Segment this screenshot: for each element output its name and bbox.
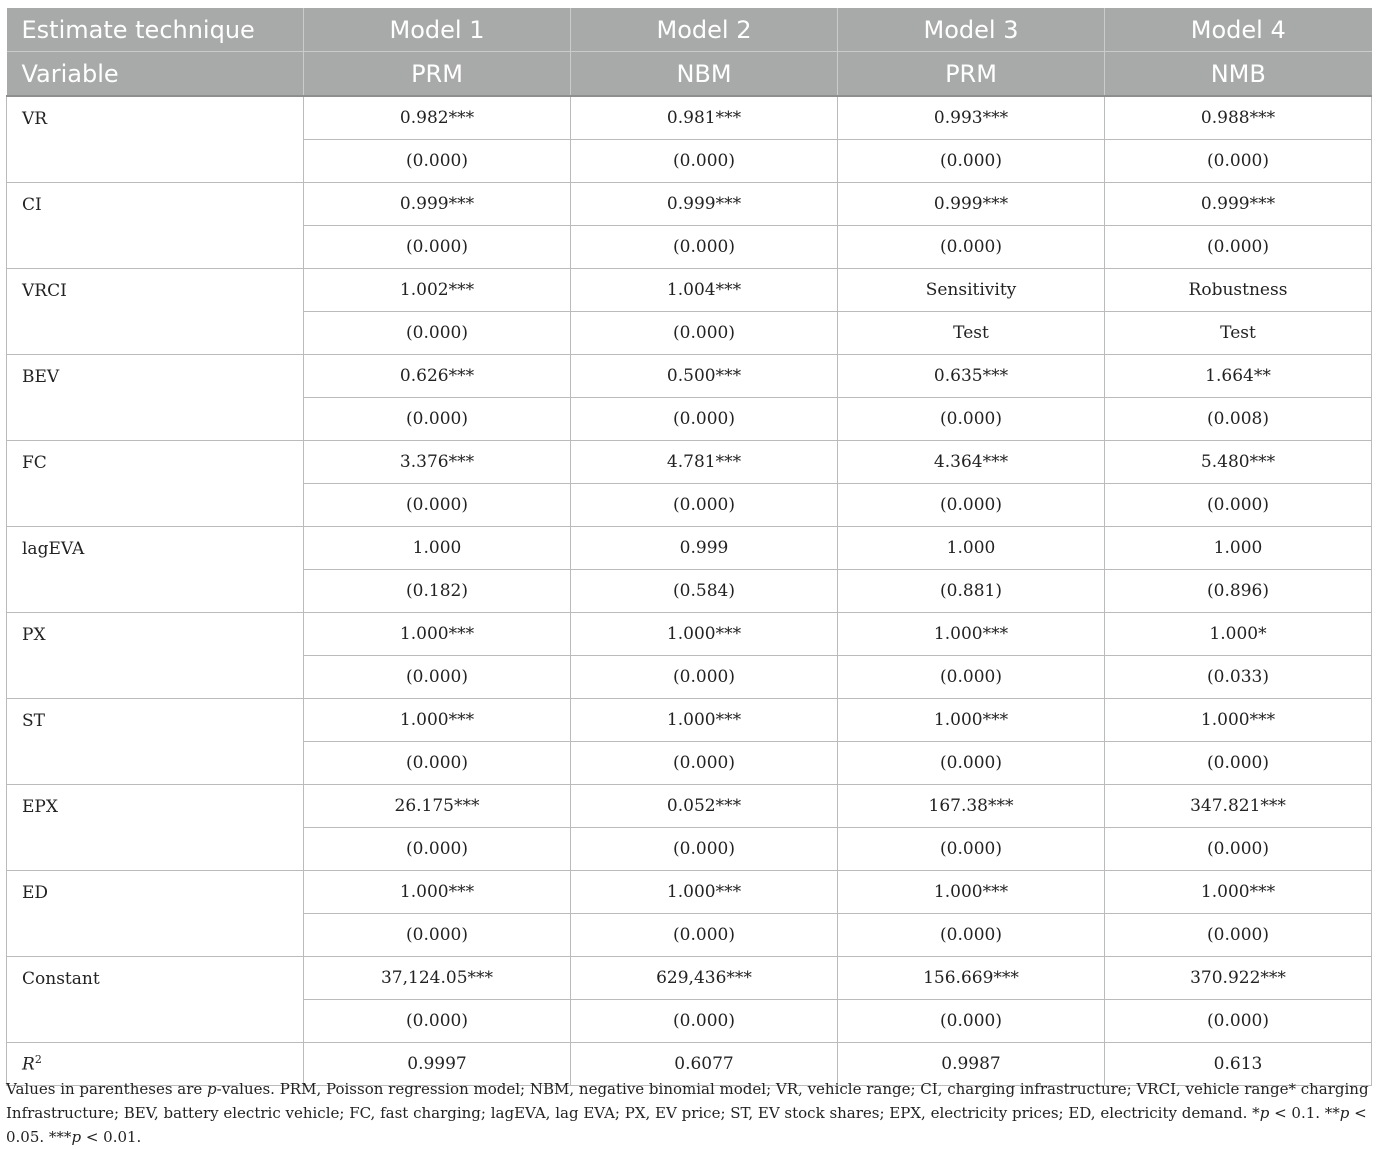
coefficient-cell: 167.38*** bbox=[838, 785, 1105, 828]
header-row-variable bbox=[7, 52, 1372, 97]
coefficient-cell: 1.000*** bbox=[838, 871, 1105, 914]
header-cell: Variable bbox=[7, 52, 304, 97]
header-cell: Model 1 bbox=[304, 8, 571, 52]
footnote-text: < 0.01. bbox=[81, 1128, 142, 1146]
coefficient-cell: 0.981*** bbox=[571, 96, 838, 140]
variable-cell: FC bbox=[7, 441, 304, 527]
footnote-text: < 0.1. ** bbox=[1269, 1104, 1340, 1122]
coefficient-cell: 1.000*** bbox=[838, 613, 1105, 656]
coefficient-cell: 0.982*** bbox=[304, 96, 571, 140]
p-value-cell: (0.000) bbox=[838, 656, 1105, 699]
coefficient-cell: 4.364*** bbox=[838, 441, 1105, 484]
table-row-coefficient bbox=[7, 183, 1372, 226]
p-value-cell: (0.000) bbox=[571, 226, 838, 269]
coefficient-cell: 156.669*** bbox=[838, 957, 1105, 1000]
p-value-cell: (0.000) bbox=[1105, 914, 1372, 957]
p-value-cell: (0.033) bbox=[1105, 656, 1372, 699]
p-value-cell: (0.000) bbox=[838, 484, 1105, 527]
p-value-cell: (0.000) bbox=[1105, 742, 1372, 785]
table-row-coefficient bbox=[7, 785, 1372, 828]
coefficient-cell: 1.000 bbox=[1105, 527, 1372, 570]
header-cell: Model 4 bbox=[1105, 8, 1372, 52]
coefficient-cell: 347.821*** bbox=[1105, 785, 1372, 828]
header-cell: NMB bbox=[1105, 52, 1372, 97]
p-value-cell: (0.000) bbox=[571, 656, 838, 699]
p-value-cell: (0.008) bbox=[1105, 398, 1372, 441]
table-body bbox=[7, 96, 1372, 1086]
p-value-cell: (0.000) bbox=[1105, 484, 1372, 527]
p-value-cell: (0.000) bbox=[304, 226, 571, 269]
header-cell: PRM bbox=[304, 52, 571, 97]
coefficient-cell: 3.376*** bbox=[304, 441, 571, 484]
regression-table-container bbox=[6, 8, 1370, 1086]
footnote-text: -values. PRM, Poisson regression model; NBM, negative binomial model; VR, vehicle range; CI, charging infrastructure; VRCI, vehicle range* charging Infrastructure; BEV, battery electric vehicle; FC, fast charging; lagEVA, lag EVA; PX, EV price; ST, EV stock shares; EPX, electricity prices; ED, electricity demand. * bbox=[6, 1080, 1369, 1122]
p-value-cell: Test bbox=[1105, 312, 1372, 355]
r-squared-cell: 0.9987 bbox=[838, 1043, 1105, 1086]
table-row-coefficient bbox=[7, 355, 1372, 398]
variable-cell: lagEVA bbox=[7, 527, 304, 613]
coefficient-cell: Sensitivity bbox=[838, 269, 1105, 312]
header-row-estimate bbox=[7, 8, 1372, 52]
variable-cell: EPX bbox=[7, 785, 304, 871]
coefficient-cell: 1.004*** bbox=[571, 269, 838, 312]
coefficient-cell: 1.000*** bbox=[571, 613, 838, 656]
footnote-text: < 0.05. *** bbox=[6, 1104, 1367, 1146]
coefficient-cell: 1.000*** bbox=[304, 699, 571, 742]
p-value-cell: (0.896) bbox=[1105, 570, 1372, 613]
p-value-cell: (0.000) bbox=[571, 828, 838, 871]
footnote-italic-p: p bbox=[207, 1080, 217, 1098]
coefficient-cell: 37,124.05*** bbox=[304, 957, 571, 1000]
coefficient-cell: 1.002*** bbox=[304, 269, 571, 312]
footnote-italic-p: p bbox=[1259, 1104, 1270, 1122]
coefficient-cell: 1.000 bbox=[304, 527, 571, 570]
p-value-cell: (0.000) bbox=[304, 398, 571, 441]
p-value-cell: (0.000) bbox=[1105, 140, 1372, 183]
header-cell: Model 2 bbox=[571, 8, 838, 52]
coefficient-cell: 26.175*** bbox=[304, 785, 571, 828]
variable-cell: ST bbox=[7, 699, 304, 785]
r-squared-cell: 0.9997 bbox=[304, 1043, 571, 1086]
p-value-cell: (0.000) bbox=[571, 312, 838, 355]
coefficient-cell: 1.664** bbox=[1105, 355, 1372, 398]
coefficient-cell: 0.626*** bbox=[304, 355, 571, 398]
regression-results-table bbox=[6, 8, 1372, 1086]
p-value-cell: (0.000) bbox=[304, 742, 571, 785]
coefficient-cell: 1.000 bbox=[838, 527, 1105, 570]
coefficient-cell: 0.999*** bbox=[304, 183, 571, 226]
p-value-cell: (0.000) bbox=[304, 140, 571, 183]
p-value-cell: (0.000) bbox=[571, 742, 838, 785]
footnote-text: Values in parentheses are bbox=[6, 1080, 208, 1098]
p-value-cell: (0.000) bbox=[304, 484, 571, 527]
variable-cell: PX bbox=[7, 613, 304, 699]
variable-cell: Constant bbox=[7, 957, 304, 1043]
coefficient-cell: 0.993*** bbox=[838, 96, 1105, 140]
table-row-coefficient bbox=[7, 871, 1372, 914]
variable-cell: VRCI bbox=[7, 269, 304, 355]
coefficient-cell: 4.781*** bbox=[571, 441, 838, 484]
p-value-cell: (0.000) bbox=[838, 398, 1105, 441]
table-header bbox=[7, 8, 1372, 96]
table-row-coefficient bbox=[7, 269, 1372, 312]
p-value-cell: (0.000) bbox=[838, 914, 1105, 957]
footnote-italic-p: p bbox=[71, 1128, 82, 1146]
p-value-cell: (0.000) bbox=[571, 1000, 838, 1043]
p-value-cell: (0.000) bbox=[304, 656, 571, 699]
coefficient-cell: 1.000* bbox=[1105, 613, 1372, 656]
p-value-cell: (0.000) bbox=[838, 140, 1105, 183]
coefficient-cell: 0.999*** bbox=[838, 183, 1105, 226]
coefficient-cell: 0.635*** bbox=[838, 355, 1105, 398]
p-value-cell: (0.000) bbox=[838, 828, 1105, 871]
coefficient-cell: 0.500*** bbox=[571, 355, 838, 398]
p-value-cell: (0.000) bbox=[304, 828, 571, 871]
p-value-cell: (0.000) bbox=[571, 398, 838, 441]
p-value-cell: (0.000) bbox=[304, 312, 571, 355]
p-value-cell: Test bbox=[838, 312, 1105, 355]
p-value-cell: (0.000) bbox=[304, 914, 571, 957]
p-value-cell: (0.000) bbox=[838, 226, 1105, 269]
coefficient-cell: 5.480*** bbox=[1105, 441, 1372, 484]
r-squared-cell: 0.613 bbox=[1105, 1043, 1372, 1086]
r-squared-label: R bbox=[22, 1054, 35, 1075]
table-row-coefficient bbox=[7, 699, 1372, 742]
variable-cell: BEV bbox=[7, 355, 304, 441]
p-value-cell: (0.584) bbox=[571, 570, 838, 613]
coefficient-cell: 0.999*** bbox=[571, 183, 838, 226]
table-row-coefficient bbox=[7, 957, 1372, 1000]
coefficient-cell: 1.000*** bbox=[571, 699, 838, 742]
table-row-coefficient bbox=[7, 527, 1372, 570]
p-value-cell: (0.000) bbox=[838, 1000, 1105, 1043]
coefficient-cell: 0.999 bbox=[571, 527, 838, 570]
table-row-coefficient bbox=[7, 441, 1372, 484]
coefficient-cell: Robustness bbox=[1105, 269, 1372, 312]
header-cell: NBM bbox=[571, 52, 838, 97]
coefficient-cell: 0.988*** bbox=[1105, 96, 1372, 140]
p-value-cell: (0.182) bbox=[304, 570, 571, 613]
variable-cell: ED bbox=[7, 871, 304, 957]
table-row-coefficient bbox=[7, 613, 1372, 656]
coefficient-cell: 1.000*** bbox=[304, 613, 571, 656]
p-value-cell: (0.000) bbox=[304, 1000, 571, 1043]
variable-cell: CI bbox=[7, 183, 304, 269]
table-footnote bbox=[6, 1077, 1374, 1149]
variable-cell: VR bbox=[7, 96, 304, 183]
p-value-cell: (0.000) bbox=[571, 484, 838, 527]
coefficient-cell: 1.000*** bbox=[1105, 699, 1372, 742]
p-value-cell: (0.000) bbox=[571, 140, 838, 183]
p-value-cell: (0.000) bbox=[1105, 226, 1372, 269]
r-squared-cell: 0.6077 bbox=[571, 1043, 838, 1086]
coefficient-cell: 629,436*** bbox=[571, 957, 838, 1000]
table-row-coefficient bbox=[7, 96, 1372, 140]
coefficient-cell: 1.000*** bbox=[304, 871, 571, 914]
footnote-italic-p: p bbox=[1339, 1104, 1350, 1122]
header-cell: Estimate technique bbox=[7, 8, 304, 52]
p-value-cell: (0.000) bbox=[1105, 1000, 1372, 1043]
coefficient-cell: 0.052*** bbox=[571, 785, 838, 828]
r-squared-exponent: 2 bbox=[34, 1053, 42, 1067]
p-value-cell: (0.881) bbox=[838, 570, 1105, 613]
coefficient-cell: 1.000*** bbox=[1105, 871, 1372, 914]
coefficient-cell: 0.999*** bbox=[1105, 183, 1372, 226]
coefficient-cell: 370.922*** bbox=[1105, 957, 1372, 1000]
p-value-cell: (0.000) bbox=[1105, 828, 1372, 871]
header-cell: Model 3 bbox=[838, 8, 1105, 52]
coefficient-cell: 1.000*** bbox=[838, 699, 1105, 742]
header-cell: PRM bbox=[838, 52, 1105, 97]
p-value-cell: (0.000) bbox=[838, 742, 1105, 785]
coefficient-cell: 1.000*** bbox=[571, 871, 838, 914]
p-value-cell: (0.000) bbox=[571, 914, 838, 957]
